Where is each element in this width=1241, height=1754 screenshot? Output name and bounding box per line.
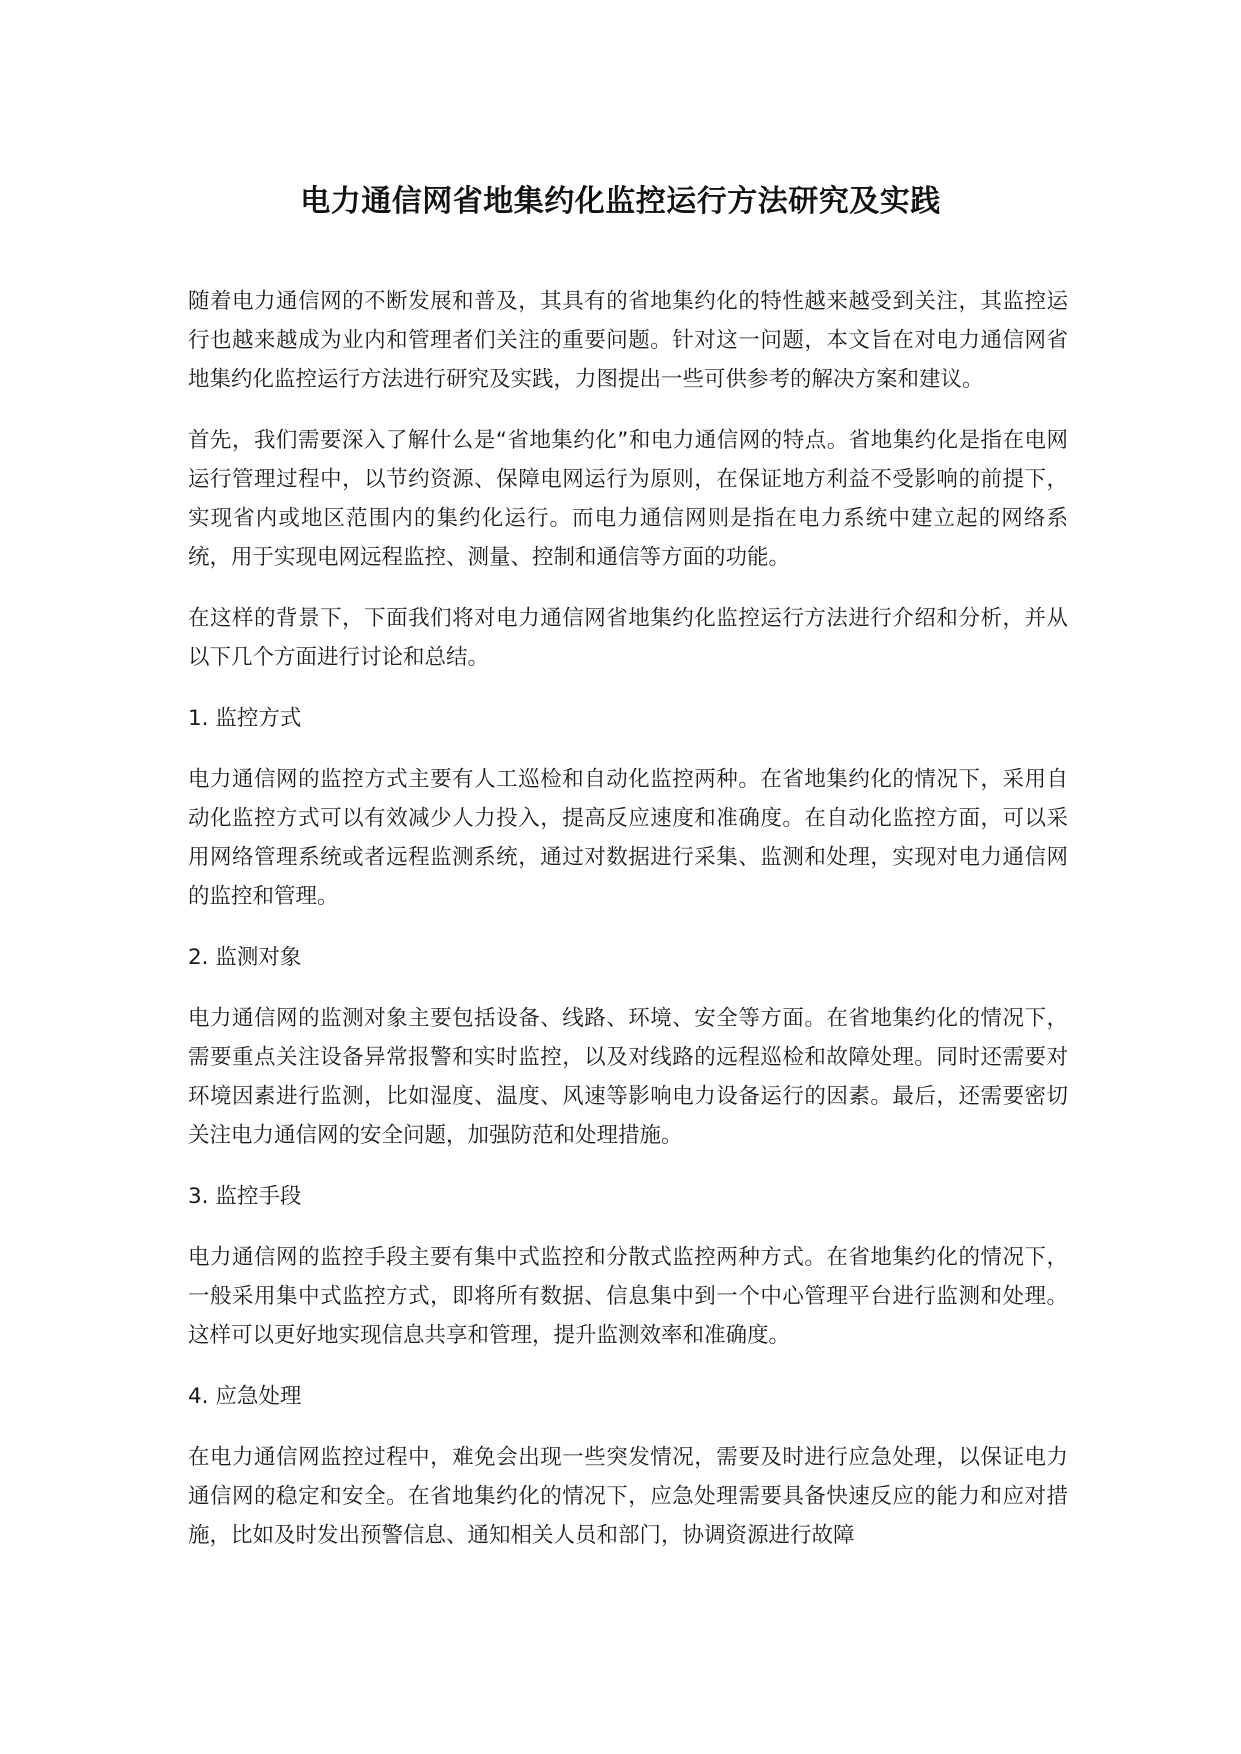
section-text-emergency-handling: 在电力通信网监控过程中，难免会出现一些突发情况，需要及时进行应急处理，以保证电力通信网的稳定和安全。在省地集约化的情况下，应急处理需要具备快速反应的能力和应对措施，比如及时发出预警信息、通知相关人员和部门，协调资源进行故障 (188, 1445, 1068, 1548)
section-text-monitoring-method: 电力通信网的监控方式主要有人工巡检和自动化监控两种。在省地集约化的情况下，采用自动化监控方式可以有效减少人力投入，提高反应速度和准确度。在自动化监控方面，可以采用网络管理系统或者远程监测系统，通过对数据进行采集、监测和处理，实现对电力通信网的监控和管理。 (188, 767, 1068, 909)
document-body (188, 282, 1068, 1577)
intro-paragraph-3: 在这样的背景下，下面我们将对电力通信网省地集约化监控运行方法进行介绍和分析，并从以下几个方面进行讨论和总结。 (188, 606, 1068, 670)
document-title: 电力通信网省地集约化监控运行方法研究及实践 (300, 184, 941, 219)
intro-paragraph-1: 随着电力通信网的不断发展和普及，其具有的省地集约化的特性越来越受到关注，其监控运行也越来越成为业内和管理者们关注的重要问题。针对这一问题，本文旨在对电力通信网省地集约化监控运行方法进行研究及实践，力图提出一些可供参考的解决方案和建议。 (188, 289, 1068, 392)
section-text-monitoring-means: 电力通信网的监控手段主要有集中式监控和分散式监控两种方式。在省地集约化的情况下，一般采用集中式监控方式，即将所有数据、信息集中到一个中心管理平台进行监测和处理。这样可以更好地实现信息共享和管理，提升监测效率和准确度。 (188, 1245, 1068, 1348)
intro-paragraph-2: 首先，我们需要深入了解什么是“省地集约化”和电力通信网的特点。省地集约化是指在电网运行管理过程中，以节约资源、保障电网运行为原则，在保证地方利益不受影响的前提下，实现省内或地区范围内的集约化运行。而电力通信网则是指在电力系统中建立起的网络系统，用于实现电网远程监控、测量、控制和通信等方面的功能。 (188, 428, 1068, 570)
section-heading-monitoring-means: 3. 监控手段 (188, 1184, 302, 1209)
section-heading-monitoring-objects: 2. 监测对象 (188, 945, 302, 970)
section-heading-emergency-handling: 4. 应急处理 (188, 1384, 302, 1409)
section-text-monitoring-objects: 电力通信网的监测对象主要包括设备、线路、环境、安全等方面。在省地集约化的情况下，需要重点关注设备异常报警和实时监控，以及对线路的远程巡检和故障处理。同时还需要对环境因素进行监测，比如湿度、温度、风速等影响电力设备运行的因素。最后，还需要密切关注电力通信网的安全问题，加强防范和处理措施。 (188, 1006, 1068, 1148)
section-heading-monitoring-method: 1. 监控方式 (188, 706, 302, 731)
